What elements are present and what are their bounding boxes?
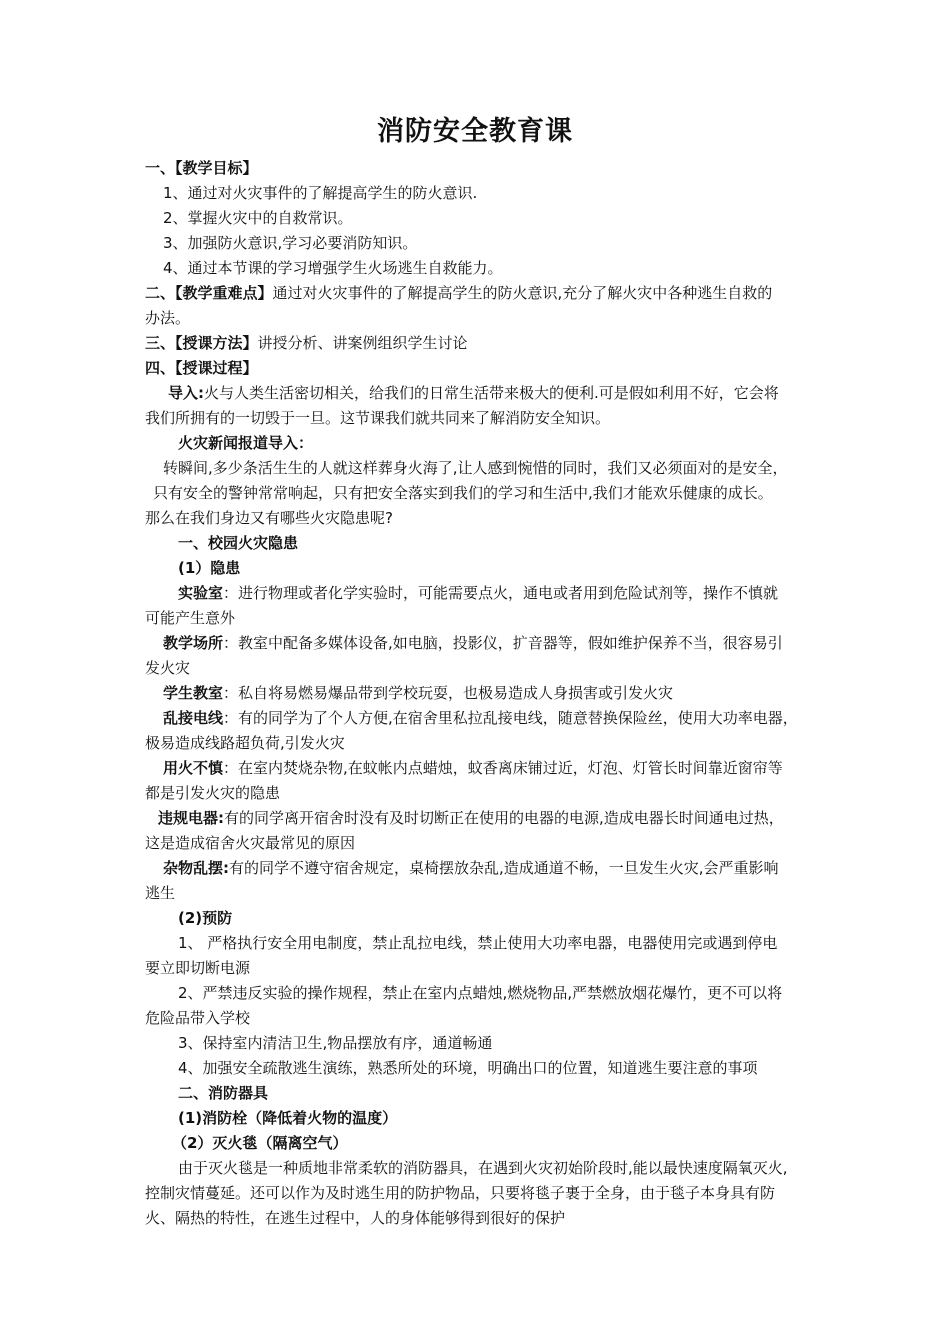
hazard-text-cont: 都是引发火灾的隐患 — [145, 784, 281, 802]
intro-paragraph — [168, 383, 888, 403]
intro-label: 导入: — [168, 384, 204, 402]
blanket-text: 控制灾情蔓延。还可以作为及时逃生用的防护物品，只要将毯子裹于全身，由于毯子本身具有防 — [145, 1184, 776, 1202]
intro-text-cont: 我们所拥有的一切毁于一旦。这节课我们就共同来了解消防安全知识。 — [145, 409, 611, 427]
hazard-label: 教学场所 — [163, 634, 224, 652]
news-text: 只有安全的警钟常常响起，只有把安全落实到我们的学习和生活中,我们才能欢乐健康的成长。 — [153, 484, 773, 502]
prevent-item: 4、加强安全疏散逃生演练，熟悉所处的环境，明确出口的位置，知道逃生要注意的事项 — [178, 1059, 758, 1077]
hazard-text: 在室内焚烧杂物,在蚊帐内点蜡烛，蚊香离床铺过近，灯泡、灯管长时间靠近窗帘等 — [238, 759, 783, 777]
hazard-item — [163, 633, 883, 653]
goal-item: 3、加强防火意识,学习必要消防知识。 — [163, 234, 418, 252]
equip-item: (1)消防栓（降低着火物的温度） — [178, 1109, 398, 1127]
section-key-points — [145, 283, 865, 303]
hazard-text-cont: 可能产生意外 — [145, 609, 236, 627]
hazard-sep: ： — [223, 584, 239, 602]
section-heading-method: 三、【授课方法】 — [145, 334, 258, 352]
hazard-item — [163, 758, 883, 778]
method-text: 讲授分析、讲案例组织学生讨论 — [257, 334, 468, 352]
hazard-text: 私自将易燃易爆品带到学校玩耍，也极易造成人身损害或引发火灾 — [238, 684, 674, 702]
hazard-text-cont: 这是造成宿舍火灾最常见的原因 — [145, 834, 356, 852]
hazard-item — [158, 808, 878, 828]
hazard-label: 杂物乱摆 — [163, 859, 224, 877]
news-heading: 火灾新闻报道导入： — [178, 434, 314, 452]
part1-heading: 一、校园火灾隐患 — [178, 534, 299, 552]
prevent-heading: (2)预防 — [178, 909, 233, 927]
goal-item: 2、掌握火灾中的自救常识。 — [163, 209, 353, 227]
hazard-label: 学生教室 — [163, 684, 224, 702]
hazard-label: 用火不慎 — [163, 759, 224, 777]
prevent-item: 3、保持室内清洁卫生,物品摆放有序，通道畅通 — [178, 1034, 493, 1052]
hazard-text-cont: 极易造成线路超负荷,引发火灾 — [145, 734, 345, 752]
section-heading-key-points: 二、【教学重难点】 — [145, 284, 273, 302]
prevent-item-cont: 危险品带入学校 — [145, 1009, 251, 1027]
key-points-text-cont: 办法。 — [145, 309, 191, 327]
prevent-item-cont: 要立即切断电源 — [145, 959, 251, 977]
hazard-text: 有的同学为了个人方便,在宿舍里私拉乱接电线，随意替换保险丝，使用大功率电器， — [238, 709, 798, 727]
blanket-text: 由于灭火毯是一种质地非常柔软的消防器具，在遇到火灾初始阶段时,能以最快速度隔氧灭火, — [178, 1159, 788, 1177]
goal-item: 1、通过对火灾事件的了解提高学生的防火意识. — [163, 184, 478, 202]
hazard-text: 有的同学不遵守宿舍规定，桌椅摆放杂乱,造成通道不畅，一旦发生火灾,会严重影响 — [229, 859, 779, 877]
hazard-item — [178, 583, 898, 603]
hazard-item — [163, 858, 883, 878]
section-method — [145, 333, 865, 353]
equip-item: （2）灭火毯（隔离空气） — [172, 1134, 348, 1152]
hazard-text: 有的同学离开宿舍时没有及时切断正在使用的电器的电源,造成电器长时间通电过热， — [224, 809, 784, 827]
news-text: 那么在我们身边又有哪些火灾隐患呢? — [145, 509, 393, 527]
hazard-text-cont: 逃生 — [145, 884, 176, 902]
hazard-text: 教室中配备多媒体设备,如电脑，投影仪，扩音器等，假如维护保养不当，很容易引 — [238, 634, 783, 652]
hazard-label: 乱接电线 — [163, 709, 224, 727]
hazard-label: 实验室 — [178, 584, 224, 602]
intro-text: 火与人类生活密切相关，给我们的日常生活带来极大的便利.可是假如利用不好，它会将 — [204, 384, 779, 402]
blanket-text: 火、隔热的特性，在逃生过程中，人的身体能够得到很好的保护 — [145, 1209, 566, 1227]
hazard-sep: ： — [223, 759, 239, 777]
section-heading-goals: 一、【教学目标】 — [145, 159, 258, 177]
key-points-text: 通过对火灾事件的了解提高学生的防火意识,充分了解火灾中各种逃生自救的 — [272, 284, 773, 302]
document-title: 消防安全教育课 — [377, 116, 573, 147]
hazard-item — [163, 708, 883, 728]
news-text: 转瞬间,多少条活生生的人就这样葬身火海了,让人感到惋惜的同时，我们又必须面对的是安全， — [163, 459, 788, 477]
hazard-label: 违规电器 — [158, 809, 219, 827]
hazard-sep: ： — [223, 709, 239, 727]
goal-item: 4、通过本节课的学习增强学生火场逃生自救能力。 — [163, 259, 503, 277]
hazard-sep: : — [218, 809, 225, 827]
hazard-sep: ： — [223, 634, 239, 652]
hazard-sep: ： — [223, 684, 239, 702]
prevent-item: 1、 严格执行安全用电制度，禁止乱拉电线，禁止使用大功率电器，电器使用完或遇到停电 — [178, 934, 778, 952]
part2-heading: 二、消防器具 — [178, 1084, 269, 1102]
hazard-heading: (1）隐患 — [178, 559, 241, 577]
hazard-sep: : — [223, 859, 230, 877]
prevent-item: 2、严禁违反实验的操作规程，禁止在室内点蜡烛,燃烧物品,严禁燃放烟花爆竹，更不可以将 — [178, 984, 783, 1002]
hazard-text-cont: 发火灾 — [145, 659, 191, 677]
hazard-text: 进行物理或者化学实验时，可能需要点火，通电或者用到危险试剂等，操作不慎就 — [238, 584, 779, 602]
hazard-item — [163, 683, 883, 703]
section-heading-process: 四、【授课过程】 — [145, 359, 258, 377]
